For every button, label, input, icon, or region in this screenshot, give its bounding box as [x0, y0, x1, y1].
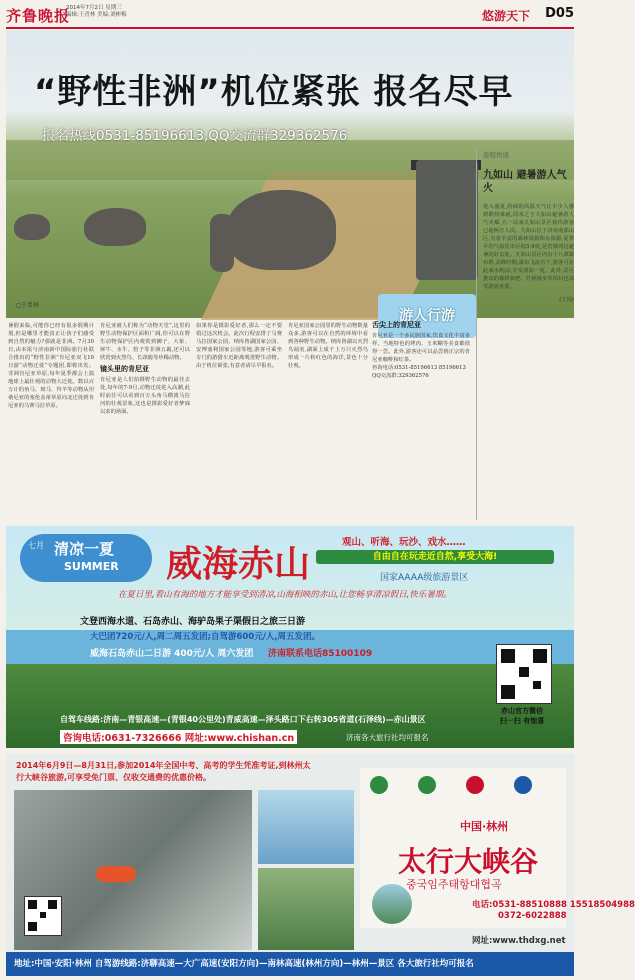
subheading-photography: 镜头里的肯尼亚 [100, 365, 149, 373]
ad-band: 自由自在玩走近自然,享受大海! [316, 550, 554, 564]
issue-date: 2014年7月2日 星期三 [66, 5, 122, 11]
page-header [6, 3, 574, 29]
side-sign: (王闯) [559, 297, 574, 303]
safari-jeep-icon [416, 160, 478, 280]
badge-logo-icon [514, 776, 532, 794]
hotline-text: 报名热线0531-85196613,QQ交流群329362576 [42, 128, 348, 144]
ad2-title: 太行大峡谷 [398, 845, 539, 878]
ad2-phone-1: 电话:0531-88510888 15518504988 [472, 900, 635, 910]
ad2-promo: 2014年6月9日—8月31日,参加2014年全国中考、高考的学生凭准考证,到林州太行大峡谷旅游,可享受免门票、仅收交通费的优惠价格。 [16, 761, 311, 782]
ad-contact: 咨询电话:0631-7326666 网址:www.chishan.cn [60, 730, 297, 744]
newspaper-logo: 齐鲁晚报 [6, 7, 71, 25]
article-col-4-text: 肯尼亚国家公园里的野生动物数量众多,游客可以在自然的环境中看到各种野生动物。纳库鲁湖以火烈鸟闻名,湖面上成千上万只火烈鸟形成一片粉红色的海洋,景色十分壮观。 [288, 323, 368, 369]
tour-line-1: 文登西海水道、石岛赤山、海驴岛果子渠假日之旅三日游 [80, 617, 306, 627]
elephant-far-icon [14, 214, 50, 240]
badge-logo-icon [418, 776, 436, 794]
ad2-address-bar: 地址:中国·安阳·林州 自驾游线路:济聊高速—大广高速(安阳方向)—南林高速(林州方向)—林州—景区 各大旅行社均可报名 [6, 952, 574, 976]
ad2-qr-code-icon [24, 896, 62, 936]
contact-qq: QQ交流群:329362576 [372, 373, 429, 379]
editors-credit: 编辑:王青林 美编:刘彬梅 [66, 12, 127, 18]
badge-logo-icon [466, 776, 484, 794]
elephant-big-icon [226, 190, 336, 270]
summer-badge [20, 534, 152, 582]
article-col-5 [372, 318, 470, 522]
article-col-1 [8, 322, 94, 522]
ad2-phones [472, 900, 635, 922]
article-col-4 [288, 322, 368, 522]
weixin-scan: 扫一扫 有惊喜 [499, 717, 545, 725]
side-title: 九如山 避暑游人气火 [483, 170, 567, 194]
side-column [476, 150, 574, 520]
article-col-2 [100, 322, 190, 522]
elephant-small-icon [84, 208, 146, 246]
page-number: D05 [545, 6, 574, 21]
side-tag: 游程快递 [483, 151, 509, 159]
ad-agency: 济南各大旅行社均可报名 [346, 733, 429, 742]
ad-slogan: 观山、听海、玩沙、戏水…… [342, 537, 466, 548]
column-logo: 游人行游 [378, 294, 476, 338]
mountain-photo [258, 868, 354, 950]
taihang-advertisement [6, 754, 635, 976]
tour-line-2: 大巴团720元/人,周二周五发团;自驾游600元/人,周五发团。 [90, 632, 321, 642]
contact-phone: 咨询电话:0531-85196613 85196613 [372, 365, 466, 371]
side-body: 进入盛夏,持续的高温天气让不少人感到酷热难耐,周末之于九如山避暑游人气火爆,五一以来九如山景区接待游客已超两万人次。九如山位于济南南部山区,有着丰富的森林资源和水资源,夏季平均气温比市区低5-8度,是省城周边避暑的好去处。九如山景区内有十八潭瀑布群,高峰时期,瀑布飞流直下,游客可在此戏水纳凉,享受清凉一夏。此外,景区推出的森林氧吧、竹林漫步等项目也深受游客喜爱。 [483, 204, 574, 290]
tour-phone: 济南联系电话85100109 [268, 649, 373, 659]
raft-icon [96, 866, 136, 882]
ad2-phone-2: 0372-6022888 [498, 911, 567, 921]
qr-code-icon [496, 644, 552, 704]
badge-en: SUMMER [64, 560, 119, 573]
ad-tagline: 在夏日里,看山有海的地方才能享受到清凉,山海相映的赤山,让您畅享清凉假日,快乐暑期。 [118, 590, 452, 600]
chishan-advertisement [6, 526, 574, 748]
headline: “野性非洲”机位紧张 报名尽早 [34, 72, 514, 112]
weixin-label: 赤山官方微信 [501, 707, 543, 715]
subheading-cuisine: 舌尖上的肯尼亚 [372, 321, 421, 329]
ad2-website: 网址:www.thdxg.net [472, 936, 566, 946]
waterfall-photo [372, 884, 412, 924]
article-col-5-text: 肯尼亚是一个多民族国家,饮食文化丰富多样。当地特色的烤肉、玉米糊等美食都值得一尝。此外,游客还可以品尝到正宗的肯尼亚咖啡和红茶。 [372, 333, 470, 363]
badge-logo-icon [370, 776, 388, 794]
weixin-caption [492, 706, 552, 726]
driving-route: 自驾车线路:济南—青银高速—(青银40公里处)青威高速—泽头路口下右转305省道(石泽线)—赤山景区 [60, 715, 426, 724]
ad2-city: 中国·林州 [460, 820, 509, 833]
article-col-1-text: 暑假来临,可能你已经有很多假期计划,但是哪里才能真正让孩子们感受到自然的魅力?那就是非洲。7月30日,由本报与济南新中国际旅行社联合推出的“野性非洲”肯尼亚双飞10日游“动物迁徙”专题团,即将出发。非洲肯尼亚草原,每年夏季都会上演地球上最壮观的动物大迁徙。数以百万计的角马、斑马、羚羊等动物从坦桑尼亚的塞伦盖蒂草原向北迁徙到肯尼亚的马赛马拉草原。 [8, 323, 94, 409]
badge-month: 七月 [28, 541, 44, 550]
article-col-2b-text: 肯尼亚是人们拍摄野生动物的最佳去处,每年的7-9月,动物迁徙进入高潮,此时前往可以看到百万头角马横渡马拉河的壮观景象,这也是摄影爱好者梦寐以求的场面。 [100, 377, 190, 415]
article-col-3 [196, 322, 282, 522]
issue-meta [66, 5, 126, 19]
section-title: 悠游天下 [481, 9, 530, 23]
glass-walkway-photo [258, 790, 354, 864]
article-col-3-text: 如果你是摄影爱好者,那么一定不要错过这次机会。此次行程安排了马赛马拉国家公园、纳库鲁湖国家公园、安博塞利国家公园等地,游客可乘坐专门的游猎车近距离观赏野生动物。由于机位紧张,有意者请尽早报名。 [196, 323, 282, 369]
tour-line-3: 威海石岛赤山二日游 400元/人 周六发团 [90, 649, 254, 659]
ad-title: 威海赤山 [166, 543, 311, 585]
badge-title: 清凉一夏 [54, 540, 115, 558]
elephant-trunk-icon [210, 214, 234, 272]
ad2-korean-title: 중국임주태항대협곡 [406, 878, 502, 891]
scenic-level: 国家AAAA级旅游景区 [380, 573, 469, 583]
photo-credit: ◻王菁林 [16, 302, 39, 309]
article-col-2-text: 肯尼亚被人们称为“动物天堂”,这里的野生动物保护区面积广阔,你可以在野生动物保护区内观赏到狮子、大象、犀牛、水牛、豹子等非洲五霸,还可以欣赏到火烈鸟、长颈鹿等珍稀动物。 [100, 323, 190, 361]
